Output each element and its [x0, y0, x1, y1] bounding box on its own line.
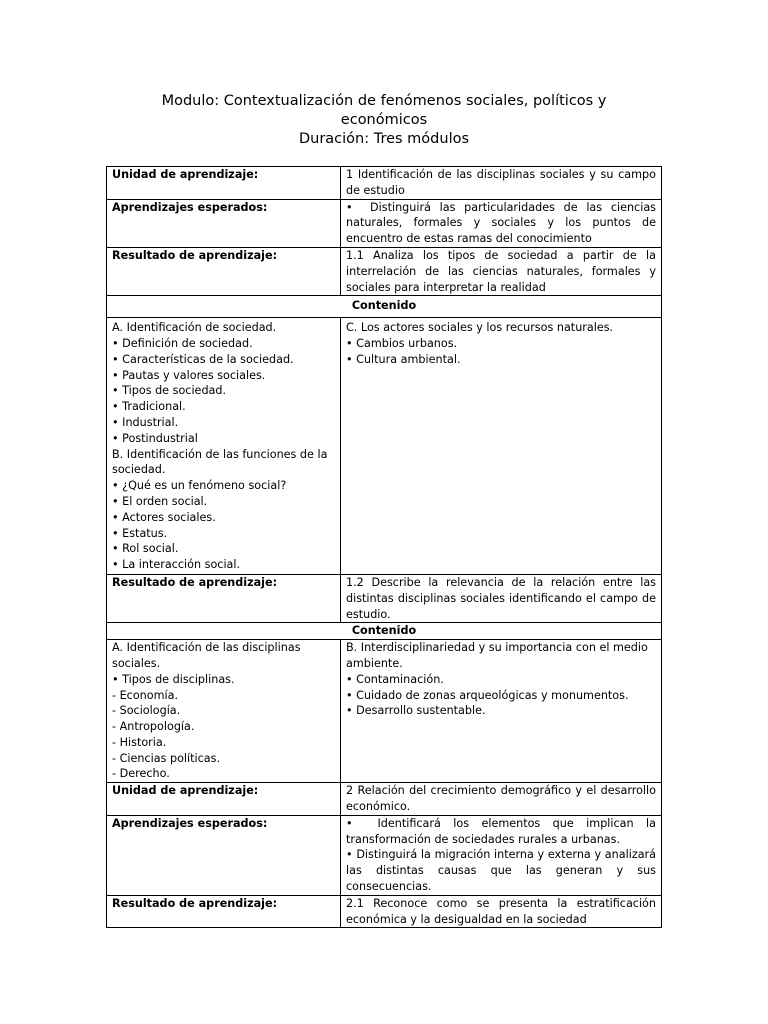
- aprendizajes-label-2: Aprendizajes esperados:: [107, 815, 341, 895]
- list-item: • Estatus.: [112, 526, 168, 540]
- duration-line: Duración: Tres módulos: [298, 131, 470, 147]
- contenido-heading-1: Contenido: [107, 296, 662, 318]
- document-title: [106, 92, 662, 149]
- list-item: B. Identificación de las funciones de la sociedad.: [112, 447, 328, 477]
- list-item: B. Interdisciplinariedad y su importancia con el medio ambiente.: [346, 641, 648, 670]
- aprendizajes-label-1: Aprendizajes esperados:: [107, 199, 341, 247]
- table-row: [107, 167, 662, 200]
- list-item: • Cambios urbanos.: [346, 336, 458, 350]
- table-row: [107, 199, 662, 247]
- list-item: A. Identificación de las disciplinas sociales.: [112, 641, 301, 670]
- list-item: - Historia.: [112, 735, 167, 749]
- list-item: • Cultura ambiental.: [346, 352, 461, 366]
- list-item: • ¿Qué es un fenómeno social?: [112, 479, 287, 493]
- list-item: • Definición de sociedad.: [112, 336, 253, 350]
- table-row: [107, 623, 662, 640]
- contenido-right-list-1: [346, 320, 656, 367]
- aprendizajes-item: • Distinguirá la migración interna y externa y analizará las distintas causas que las generan y sus consecuencias.: [346, 848, 657, 894]
- bullet-icon: •: [346, 200, 371, 214]
- resultado-value-3: 2.1 Reconoce como se presenta la estratificación económica y la desigualdad en la sociedad: [341, 895, 662, 928]
- list-item: • Contaminación.: [346, 672, 444, 686]
- unidad-label-2: Unidad de aprendizaje:: [107, 783, 341, 816]
- title-line-1: Modulo: Contextualización de fenómenos sociales, políticos y: [161, 93, 607, 109]
- aprendizajes-item: • Identificará los elementos que implican la transformación de sociedades rurales a urbanas.: [346, 816, 656, 846]
- aprendizajes-cell-1: [341, 199, 662, 247]
- aprendizajes-cell-2: [341, 815, 662, 895]
- contenido-left-list-2: [112, 640, 335, 782]
- table-row: [107, 247, 662, 295]
- list-item: • La interacción social.: [112, 558, 241, 572]
- list-item: • Cuidado de zonas arqueológicas y monumentos.: [346, 688, 629, 702]
- list-item: • Rol social.: [112, 542, 179, 556]
- list-item: • El orden social.: [112, 494, 208, 508]
- list-item: • Actores sociales.: [112, 510, 216, 524]
- aprendizajes-value-1: Distinguirá las particularidades de las ciencias naturales, formales y sociales y los puntos de encuentro de estas ramas del conocimiento: [346, 200, 657, 246]
- table-row: [107, 815, 662, 895]
- contenido-left-list-1: [112, 320, 335, 573]
- contenido-right-2: [341, 640, 662, 783]
- list-item: - Antropología.: [112, 720, 195, 734]
- list-item: - Derecho.: [112, 767, 170, 781]
- syllabus-table: [106, 166, 662, 928]
- list-item: • Tipos de disciplinas.: [112, 672, 235, 686]
- list-item: - Economía.: [112, 688, 179, 702]
- resultado-label-2: Resultado de aprendizaje:: [107, 574, 341, 622]
- table-row: [107, 574, 662, 622]
- list-item: - Sociología.: [112, 704, 181, 718]
- unidad-label-1: Unidad de aprendizaje:: [107, 167, 341, 200]
- table-row: [107, 783, 662, 816]
- list-item: • Desarrollo sustentable.: [346, 704, 486, 718]
- contenido-right-1: [341, 318, 662, 575]
- contenido-left-1: [107, 318, 341, 575]
- title-line-2: económicos: [340, 112, 428, 128]
- resultado-value-1: 1.1 Analiza los tipos de sociedad a partir de la interrelación de las ciencias naturales, formales y sociales para interpretar la realidad: [341, 247, 662, 295]
- unidad-value-1: 1 Identificación de las disciplinas sociales y su campo de estudio: [341, 167, 662, 200]
- table-row: [107, 318, 662, 575]
- table-row: [107, 296, 662, 318]
- resultado-label-1: Resultado de aprendizaje:: [107, 247, 341, 295]
- unidad-value-2: 2 Relación del crecimiento demográfico y el desarrollo económico.: [341, 783, 662, 816]
- list-item: • Características de la sociedad.: [112, 352, 294, 366]
- list-item: A. Identificación de sociedad.: [112, 321, 277, 335]
- table-row: [107, 640, 662, 783]
- bullet-icon: •: [346, 848, 357, 862]
- contenido-left-2: [107, 640, 341, 783]
- list-item: - Ciencias políticas.: [112, 751, 221, 765]
- resultado-label-3: Resultado de aprendizaje:: [107, 895, 341, 928]
- list-item: • Tradicional.: [112, 400, 186, 414]
- list-item: • Tipos de sociedad.: [112, 384, 227, 398]
- bullet-icon: •: [346, 816, 378, 830]
- list-item: • Pautas y valores sociales.: [112, 368, 266, 382]
- table-row: [107, 895, 662, 928]
- resultado-value-2: 1.2 Describe la relevancia de la relación entre las distintas disciplinas sociales identificando el campo de estudio.: [341, 574, 662, 622]
- list-item: • Postindustrial: [112, 431, 198, 445]
- contenido-heading-2: Contenido: [107, 623, 662, 640]
- list-item: • Industrial.: [112, 415, 179, 429]
- contenido-right-list-2: [346, 640, 656, 719]
- list-item: C. Los actores sociales y los recursos naturales.: [346, 321, 614, 335]
